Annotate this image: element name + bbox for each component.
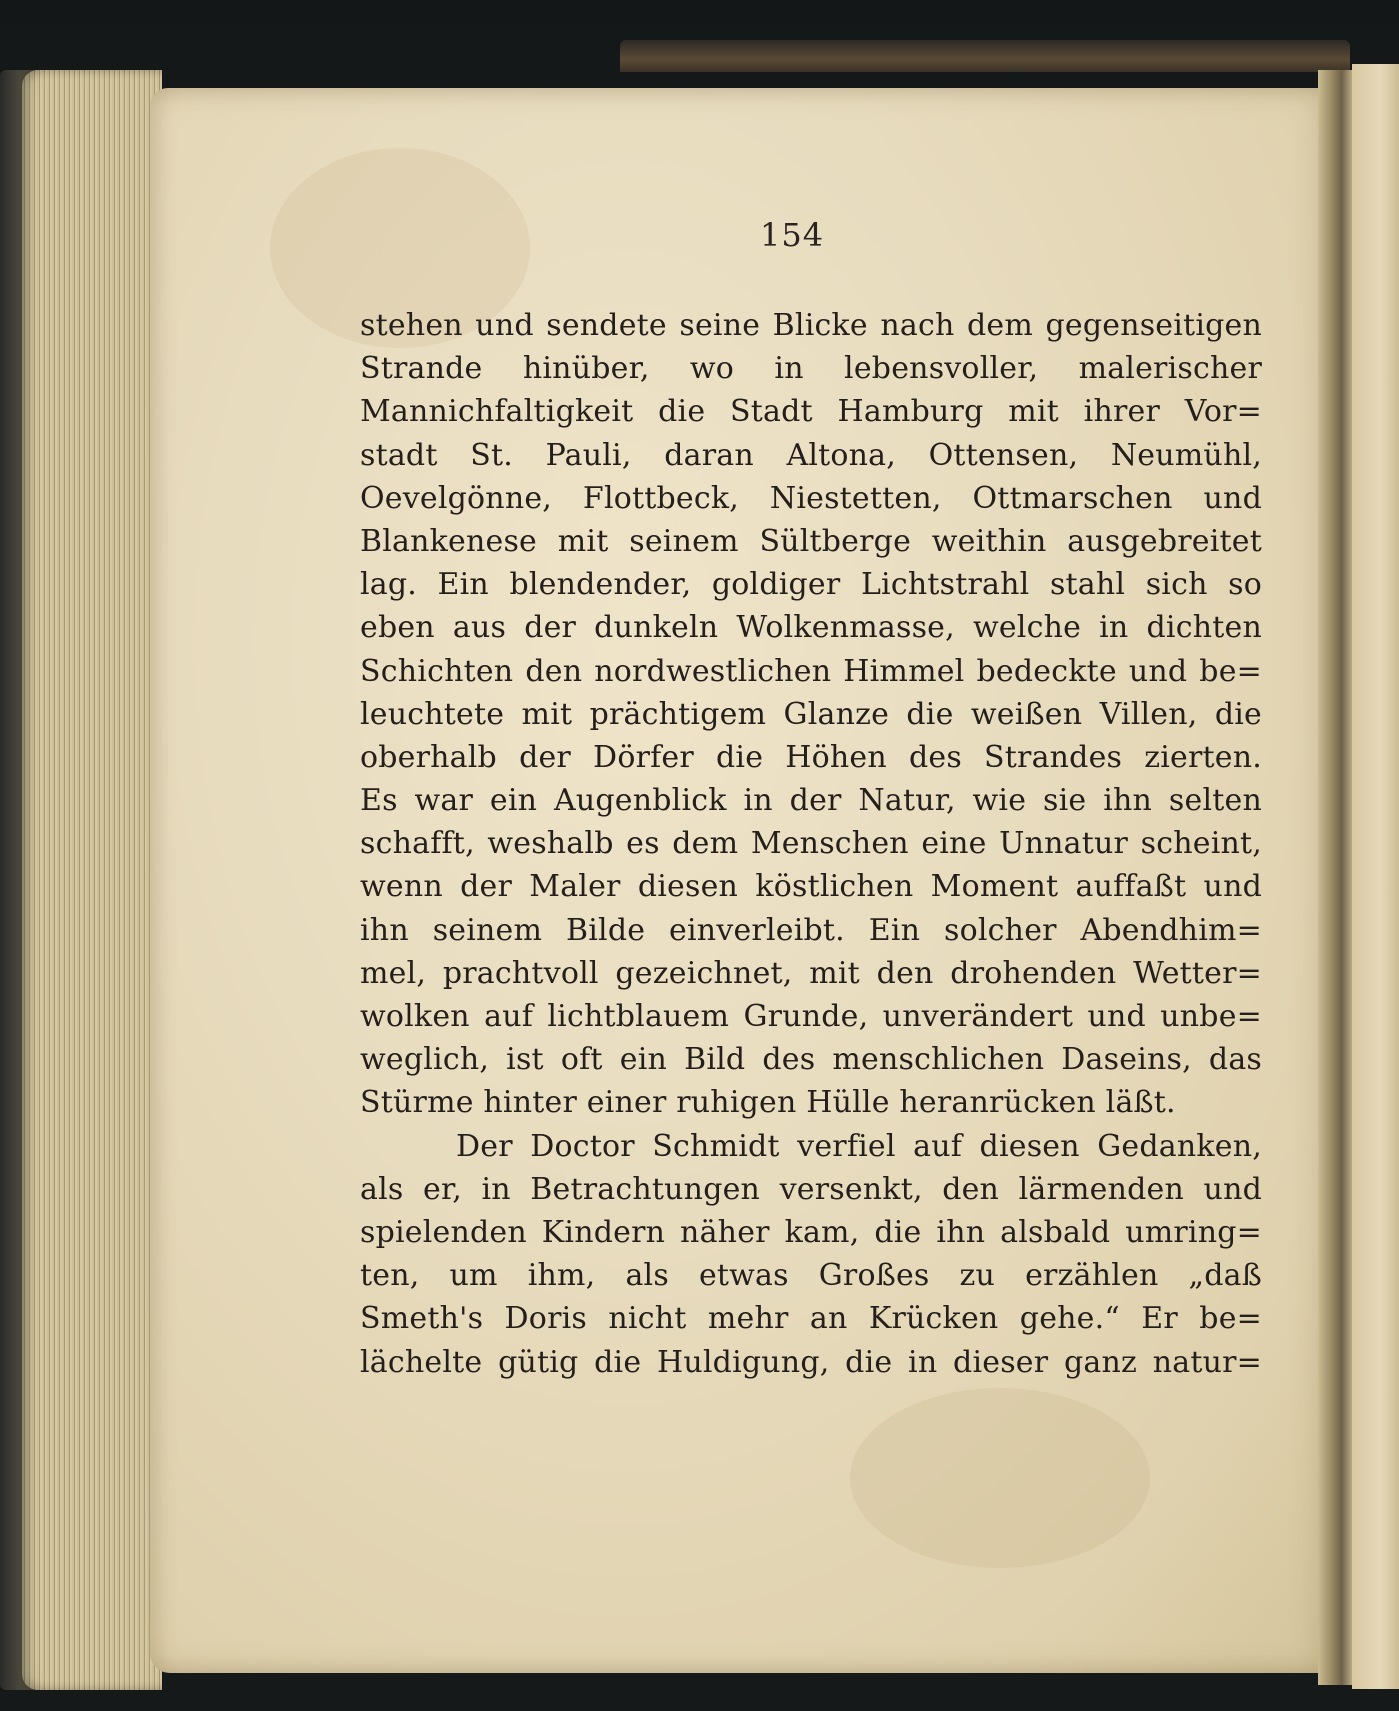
text-line: spielenden Kindern näher kam, die ihn alsbald umring= — [360, 1214, 1262, 1250]
text-line: leuchtete mit prächtigem Glanze die weißen Villen, die — [360, 696, 1262, 732]
text-line: Schichten den nordwestlichen Himmel bedeckte und be= — [360, 653, 1262, 689]
page-number: 154 — [760, 216, 825, 254]
text-line: Blankenese mit seinem Sültberge weithin ausgebreitet — [360, 523, 1262, 559]
text-line: eben aus der dunkeln Wolkenmasse, welche in dichten — [360, 610, 1262, 646]
text-line: schafft, weshalb es dem Menschen eine Unnatur scheint, — [360, 826, 1262, 862]
body-text — [360, 304, 1262, 1384]
text-line: Strande hinüber, wo in lebensvoller, malerischer — [360, 351, 1262, 387]
text-line: mel, prachtvoll gezeichnet, mit den drohenden Wetter= — [360, 955, 1262, 991]
text-line: Stürme hinter einer ruhigen Hülle heranrücken läßt. — [360, 1085, 1176, 1121]
text-line: Smeth's Doris nicht mehr an Krücken gehe.“ Er be= — [360, 1301, 1262, 1337]
text-line: ten, um ihm, als etwas Großes zu erzählen „daß — [360, 1258, 1262, 1294]
text-line: lächelte gütig die Huldigung, die in dieser ganz natur= — [360, 1344, 1262, 1380]
paper-stain — [850, 1388, 1150, 1568]
text-line: wenn der Maler diesen köstlichen Moment auffaßt und — [360, 869, 1262, 905]
facing-page-edge — [1352, 64, 1399, 1689]
page-edges — [22, 70, 162, 1690]
text-line: oberhalb der Dörfer die Höhen des Strandes zierten. — [360, 739, 1262, 775]
text-line: Oevelgönne, Flottbeck, Niestetten, Ottmarschen und — [360, 480, 1262, 516]
text-line: weglich, ist oft ein Bild des menschlichen Daseins, das — [360, 1042, 1262, 1078]
text-line: Mannichfaltigkeit die Stadt Hamburg mit ihrer Vor= — [360, 394, 1262, 430]
book-binding — [620, 40, 1350, 72]
text-line: stadt St. Pauli, daran Altona, Ottensen, Neumühl, — [360, 437, 1262, 473]
text-line: lag. Ein blendender, goldiger Lichtstrahl stahl sich so — [360, 567, 1262, 603]
text-line: stehen und sendete seine Blicke nach dem gegenseitigen — [360, 308, 1262, 343]
text-line: wolken auf lichtblauem Grunde, unverändert und unbe= — [360, 999, 1262, 1034]
text-line: als er, in Betrachtungen versenkt, den lärmenden und — [360, 1171, 1262, 1207]
text-line: Es war ein Augenblick in der Natur, wie sie ihn selten — [360, 783, 1262, 819]
page-gutter — [1318, 70, 1352, 1685]
text-line: Der Doctor Schmidt verfiel auf diesen Gedanken, — [456, 1128, 1262, 1164]
text-line: ihn seinem Bilde einverleibt. Ein solcher Abendhim= — [360, 912, 1262, 948]
